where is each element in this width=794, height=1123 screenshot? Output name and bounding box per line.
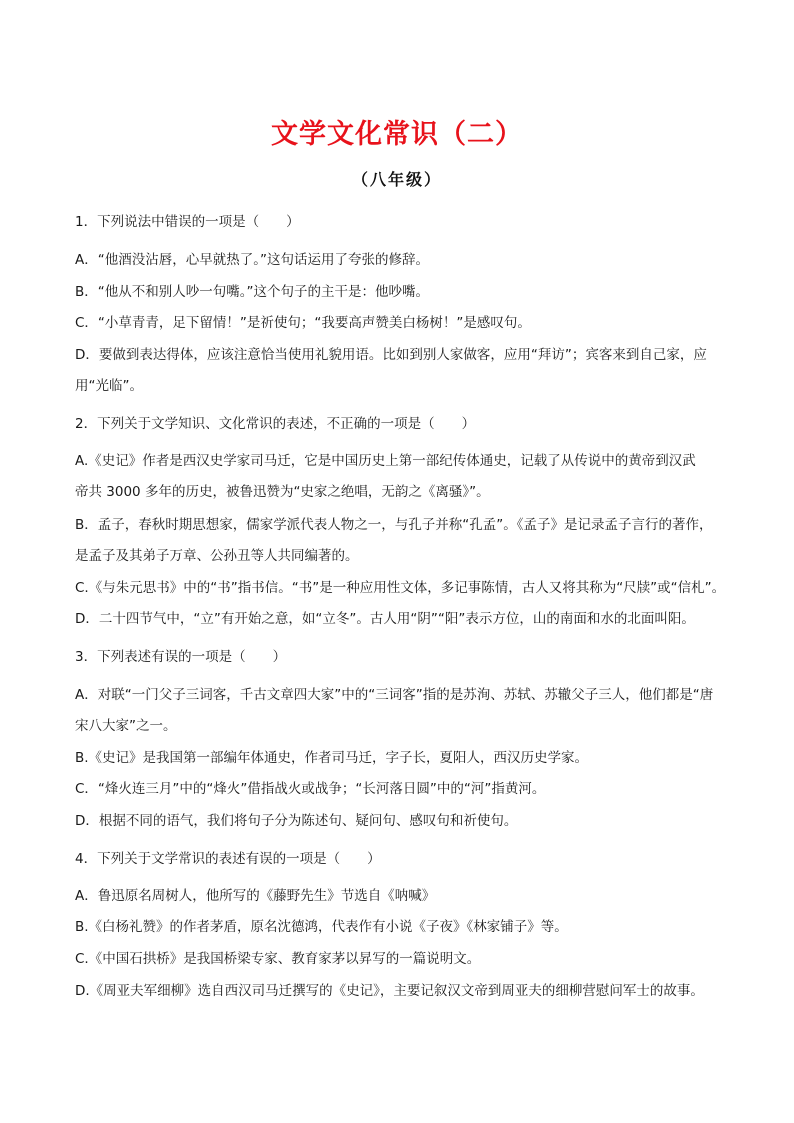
question-2-option-d: D．二十四节气中，“立”有开始之意，如“立冬”。古人用“阴”“阳”表示方位，山的南面和水的北面叫阳。	[75, 611, 695, 627]
question-3-stem: 3．下列表述有误的一项是（ ）	[75, 649, 287, 665]
question-4-stem: 4．下列关于文学常识的表述有误的一项是（ ）	[75, 851, 381, 867]
question-4-option-a: A．鲁迅原名周树人，他所写的《藤野先生》节选自《呐喊》	[75, 888, 436, 904]
question-1-option-b: B．“他从不和别人吵一句嘴。”这个句子的主干是：他吵嘴。	[75, 284, 429, 300]
question-2-option-b: B．孟子，春秋时期思想家，儒家学派代表人物之一，与孔子并称“孔孟”。《孟子》是记录孟子言行的著作，	[75, 517, 713, 533]
question-2-option-a: A.《史记》作者是西汉史学家司马迁，它是中国历史上第一部纪传体通史，记载了从传说中的黄帝到汉武	[75, 453, 696, 469]
question-3-option-a: A．对联“一门父子三词客，千古文章四大家”中的“三词客”指的是苏洵、苏轼、苏辙父子三人，他们都是“唐	[75, 687, 714, 703]
question-2-stem: 2．下列关于文学知识、文化常识的表述，不正确的一项是（ ）	[75, 416, 476, 432]
question-1-option-d: D．要做到表达得体，应该注意恰当使用礼貌用语。比如到别人家做客，应用“拜访”；宾客来到自己家，应	[75, 347, 707, 363]
question-1-option-d-cont: 用“光临”。	[75, 378, 143, 394]
question-3-option-b: B.《史记》是我国第一部编年体通史，作者司马迁，字子长，夏阳人，西汉历史学家。	[75, 750, 589, 766]
question-3-option-c: C．“烽火连三月”中的“烽火”借指战火或战争；“长河落日圆”中的“河”指黄河。	[75, 781, 546, 797]
question-3-option-d: D．根据不同的语气，我们将句子分为陈述句、疑问句、感叹句和祈使句。	[75, 813, 518, 829]
question-2-option-b-cont: 是孟子及其弟子万章、公孙丑等人共同编著的。	[75, 548, 359, 564]
question-1-option-a: A．“他酒没沾唇，心早就热了。”这句话运用了夸张的修辞。	[75, 252, 429, 268]
question-2-option-c: C.《与朱元思书》中的“书”指书信。“书”是一种应用性文体，多记事陈情，古人又将其称为“尺牍”或“信札”。	[75, 580, 726, 596]
question-4-option-c: C.《中国石拱桥》是我国桥梁专家、教育家茅以昇写的一篇说明文。	[75, 951, 481, 967]
question-1-stem: 1．下列说法中错误的一项是（ ）	[75, 214, 300, 230]
question-4-option-d: D.《周亚夫军细柳》选自西汉司马迁撰写的《史记》，主要记叙汉文帝到周亚夫的细柳营慰问军士的故事。	[75, 983, 704, 999]
document-title: 文学文化常识（二）	[271, 119, 523, 150]
question-3-option-a-cont: 宋八大家”之一。	[75, 718, 177, 734]
document-subtitle: （八年级）	[351, 170, 442, 189]
question-4-option-b: B.《白杨礼赞》的作者茅盾，原名沈德鸿，代表作有小说《子夜》《林家铺子》等。	[75, 919, 568, 935]
question-1-option-c: C．“小草青青，足下留情！”是祈使句；“我要高声赞美白杨树！”是感叹句。	[75, 315, 531, 331]
question-2-option-a-cont: 帝共 3000 多年的历史，被鲁迅赞为“史家之绝唱，无韵之《离骚》”。	[75, 484, 490, 500]
